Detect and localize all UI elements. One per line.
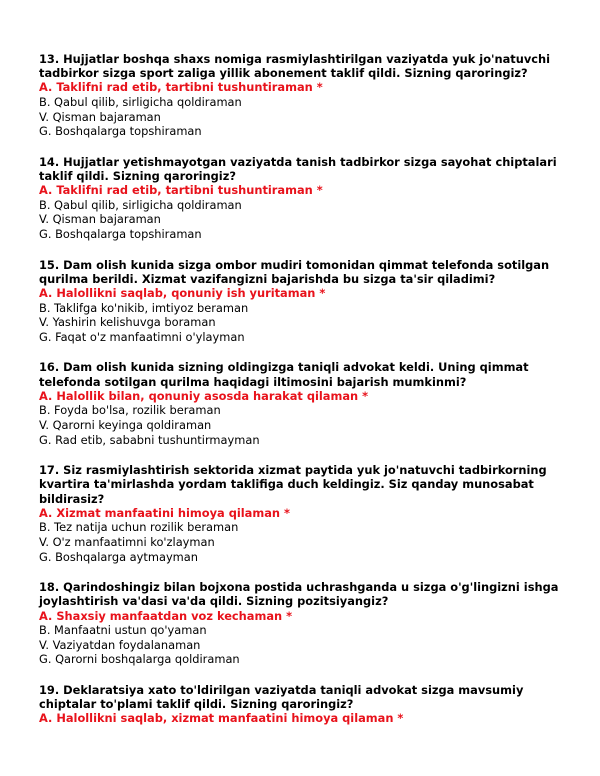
option: B. Manfaatni ustun qo'yaman	[39, 623, 207, 638]
question-text: 13. Hujjatlar boshqa shaxs nomiga rasmiylashtirilgan vaziyatda yuk jo'natuvchi tadbirkor sizga sport zaliga yillik abonement taklif qildi. Sizning qaroringiz?	[39, 52, 551, 81]
question-17	[39, 463, 569, 564]
question-15	[39, 258, 569, 345]
option-correct: A. Halollikni saqlab, qonuniy ish yuritaman *	[39, 285, 326, 300]
option: V. Qarorni keyinga qoldiraman	[39, 417, 212, 432]
option: V. Vaziyatdan foydalanaman	[39, 637, 201, 652]
option: B. Qabul qilib, sirligicha qoldiraman	[39, 197, 242, 212]
option: B. Taklifga ko'nikib, imtiyoz beraman	[39, 300, 249, 315]
option: V. Qisman bajaraman	[39, 109, 161, 124]
option: V. Qisman bajaraman	[39, 212, 161, 227]
option: B. Foyda bo'lsa, rozilik beraman	[39, 403, 221, 418]
option: G. Boshqalarga topshiraman	[39, 124, 202, 139]
question-16	[39, 360, 569, 447]
option-correct: A. Halollikni saqlab, xizmat manfaatini himoya qilaman *	[39, 711, 404, 726]
option-correct: A. Shaxsiy manfaatdan voz kechaman *	[39, 608, 293, 623]
option: V. Yashirin kelishuvga boraman	[39, 315, 216, 330]
option: B. Qabul qilib, sirligicha qoldiraman	[39, 95, 242, 109]
option: G. Boshqalarga aytmayman	[39, 549, 198, 564]
option: G. Boshqalarga topshiraman	[39, 226, 202, 241]
option-correct: A. Halollik bilan, qonuniy asosda harakat qilaman *	[39, 388, 369, 403]
question-text: 15. Dam olish kunida sizga ombor mudiri tomonidan qimmat telefonda sotilgan qurilma berildi. Xizmat vazifangizni bajarishda bu sizga ta'sir qiladimi?	[39, 257, 550, 286]
question-text: 16. Dam olish kunida sizning oldingizga taniqli advokat keldi. Uning qimmat telefonda sotilgan qurilma haqidagi iltimosini bajarish mumkinmi?	[39, 360, 529, 389]
question-text: 19. Deklaratsiya xato to'ldirilgan vaziyatda taniqli advokat sizga mavsumiy chiptalar to'plami taklif qildi. Sizning qaroringiz?	[39, 682, 524, 712]
option: G. Faqat o'z manfaatimni o'ylayman	[39, 329, 245, 344]
option-correct: A. Taklifni rad etib, tartibni tushuntiraman *	[39, 80, 323, 95]
option: G. Rad etib, sababni tushuntirmayman	[39, 432, 260, 447]
question-13	[39, 52, 569, 139]
question-19	[39, 683, 569, 726]
option: G. Qarorni boshqalarga qoldiraman	[39, 652, 240, 667]
option-correct: A. Xizmat manfaatini himoya qilaman *	[39, 505, 290, 520]
question-18	[39, 580, 569, 667]
question-text: 14. Hujjatlar yetishmayotgan vaziyatda tanish tadbirkor sizga sayohat chiptalari taklif qildi. Sizning qaroringiz?	[39, 154, 557, 183]
option-correct: A. Taklifni rad etib, tartibni tushuntiraman *	[39, 183, 323, 198]
option: B. Tez natija uchun rozilik beraman	[39, 520, 239, 535]
option: V. O'z manfaatimni ko'zlayman	[39, 534, 215, 549]
document-page	[39, 52, 569, 742]
question-text: 17. Siz rasmiylashtirish sektorida xizmat paytida yuk jo'natuvchi tadbirkorning kvartira ta'mirlashda yordam taklifiga duch keldingiz. Siz qanday munosabat bildirasiz?	[39, 463, 547, 506]
question-text: 18. Qarindoshingiz bilan bojxona postida uchrashganda u sizga o'g'lingizni ishga joylashtirish va'dasi va'da qildi. Sizning pozitsiyangiz?	[39, 580, 559, 609]
question-14	[39, 155, 569, 242]
